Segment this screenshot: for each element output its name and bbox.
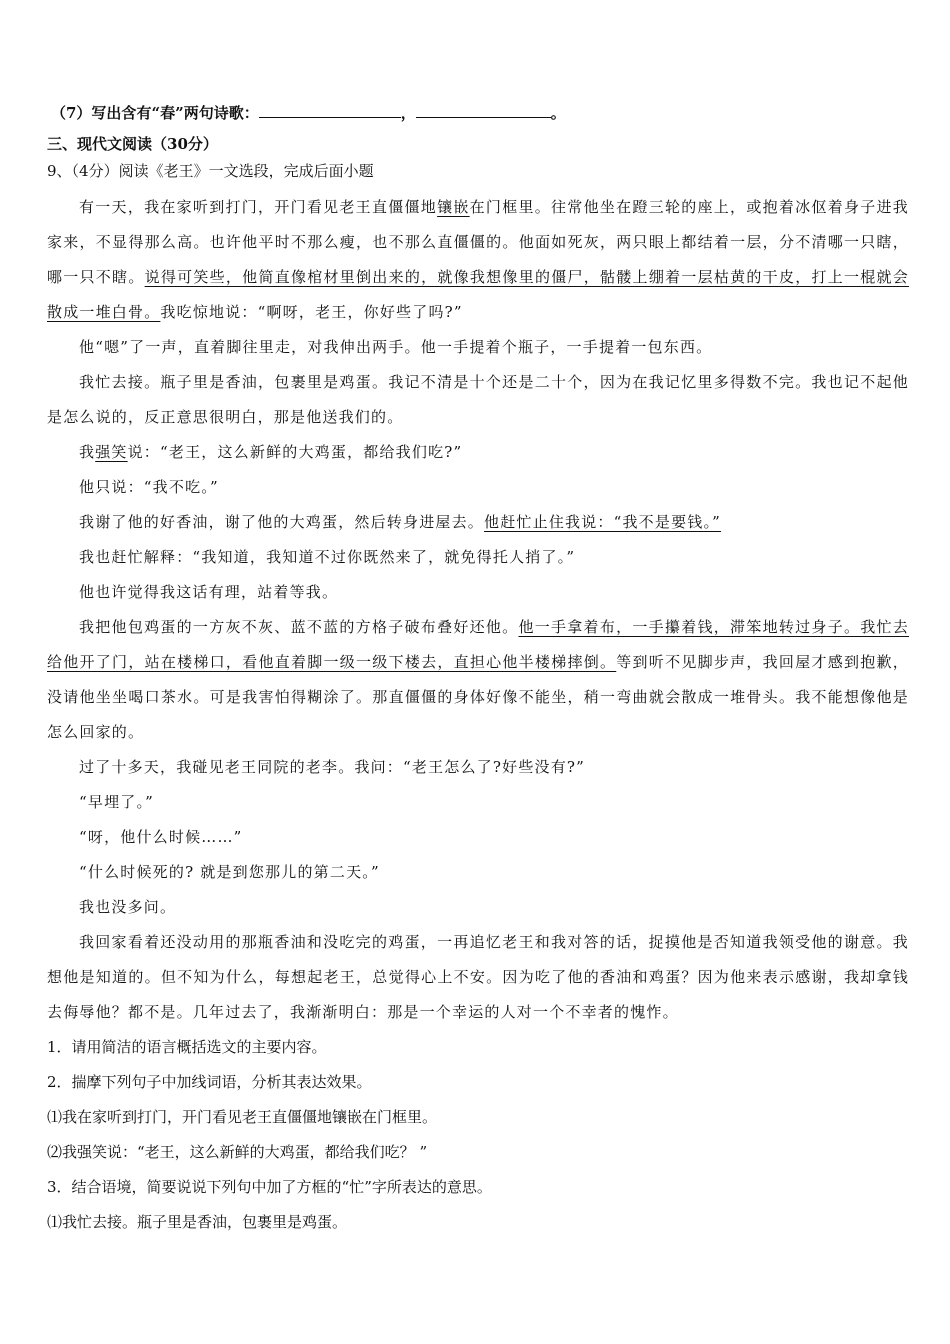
section-3-title: 三、现代文阅读（30分）	[47, 135, 218, 153]
p9-underlined-sentence: 他一手拿着布，一手攥着钱，滞笨地转过身子。我忙去给他开了门，站在楼梯口，看他直着脚一级一级下楼去，直担心他半楼梯摔倒。	[47, 618, 909, 671]
paragraph-9	[47, 610, 909, 750]
question-2: 2．揣摩下列句子中加线词语，分析其表达效果。	[47, 1073, 372, 1091]
question-3: 3．结合语境，简要说说下列句中加了方框的“忙”字所表达的意思。	[47, 1178, 492, 1196]
paragraph-3: 我忙去接。瓶子里是香油，包裹里是鸡蛋。我记不清是十个还是二十个，因为在我记忆里多得数不完。我也记不起他是怎么说的，反正意思很明白，那是他送我们的。	[47, 373, 909, 426]
paragraph-15: 我回家看着还没动用的那瓶香油和没吃完的鸡蛋，一再追忆老王和我对答的话，捉摸他是否知道我领受他的谢意。我想他是知道的。但不知为什么，每想起老王，总觉得心上不安。因为吃了他的香油和鸡蛋？因为他来表示感谢，我却拿钱去侮辱他？都不是。几年过去了，我渐渐明白：那是一个幸运的人对一个不幸者的愧怍。	[47, 933, 909, 1021]
question-1: 1．请用简洁的语言概括选文的主要内容。	[47, 1038, 327, 1056]
paragraph-8: 他也许觉得我这话有理，站着等我。	[79, 583, 339, 601]
paragraph-1	[47, 190, 909, 330]
p1-underlined-sentence: 说得可笑些，他简直像棺材里倒出来的，就像我想像里的僵尸，骷髅上绷着一层枯黄的干皮，打上一棍就会散成一堆白骨。	[47, 268, 909, 321]
p4-text-a: 我	[79, 443, 96, 461]
paragraph-6	[47, 505, 909, 540]
p4-text-b: 说：“老王，这么新鲜的大鸡蛋，都给我们吃?”	[127, 443, 463, 461]
p1-text-a: 有一天，我在家听到打门，开门看见老王直僵僵地	[79, 198, 438, 216]
passage	[47, 190, 909, 1030]
paragraph-13: “什么时候死的? 就是到您那儿的第二天。”	[79, 863, 380, 881]
paragraph-4	[47, 435, 909, 470]
question-7-comma: ，	[400, 104, 416, 122]
answer-blank-1[interactable]	[259, 99, 401, 118]
question-2-item-2: ⑵我强笑说：“老王，这么新鲜的大鸡蛋，都给我们吃？ ”	[47, 1143, 428, 1161]
paragraph-10: 过了十多天，我碰见老王同院的老李。我问：“老王怎么了?好些没有?”	[79, 758, 586, 776]
paragraph-5: 他只说：“我不吃。”	[79, 478, 219, 496]
p1-underlined-word: 镶嵌	[437, 198, 470, 216]
question-2-item-1: ⑴我在家听到打门，开门看见老王直僵僵地镶嵌在门框里。	[47, 1108, 438, 1126]
paragraph-7: 我也赶忙解释：“我知道，我知道不过你既然来了，就免得托人捎了。”	[79, 548, 576, 566]
paragraph-11: “早埋了。”	[79, 793, 155, 811]
question-9-intro: 9、（4分）阅读《老王》一文选段，完成后面小题	[47, 162, 374, 180]
p6-underlined-sentence: 他赶忙止住我说：“我不是要钱。”	[484, 513, 722, 531]
p4-underlined-word: 强笑	[95, 443, 128, 461]
p6-text-a: 我谢了他的好香油，谢了他的大鸡蛋，然后转身进屋去。	[79, 513, 485, 531]
p9-text-b: 等到听不见脚步声，我回屋才感到抱歉，没请他坐坐喝口茶水。可是我害怕得糊涂了。那直僵僵的身体好像不能坐，稍一弯曲就会散成一堆骨头。我不能想像他是怎么回家的。	[47, 653, 909, 741]
questions	[47, 1030, 909, 1240]
paragraph-2: 他“嗯”了一声，直着脚往里走，对我伸出两手。他一手提着个瓶子，一手提着一包东西。	[79, 338, 713, 356]
paragraph-12: “呀，他什么时候……”	[79, 828, 243, 846]
question-3-item-1: ⑴我忙去接。瓶子里是香油，包裹里是鸡蛋。	[47, 1213, 348, 1231]
question-7-period: 。	[550, 104, 566, 122]
paragraph-14: 我也没多问。	[79, 898, 177, 916]
p1-text-b: 在门框里。往常他坐在蹬三轮的座上，或抱着冰伛着身子进我家来，不显得那么高。也许他平时不那么瘦，也不那么直僵僵的。他面如死灰，两只眼上都结着一层，分不清哪一只瞎，哪一只不瞎。	[47, 198, 910, 286]
document-page	[47, 96, 909, 1240]
p9-text-a: 我把他包鸡蛋的一方灰不灰、蓝不蓝的方格子破布叠好还他。	[79, 618, 519, 636]
question-7	[51, 96, 909, 130]
p1-text-c: 我吃惊地说：“啊呀，老王，你好些了吗?”	[160, 303, 463, 321]
question-7-label: （7）写出含有“春”两句诗歌：	[51, 104, 259, 122]
answer-blank-2[interactable]	[416, 99, 551, 118]
